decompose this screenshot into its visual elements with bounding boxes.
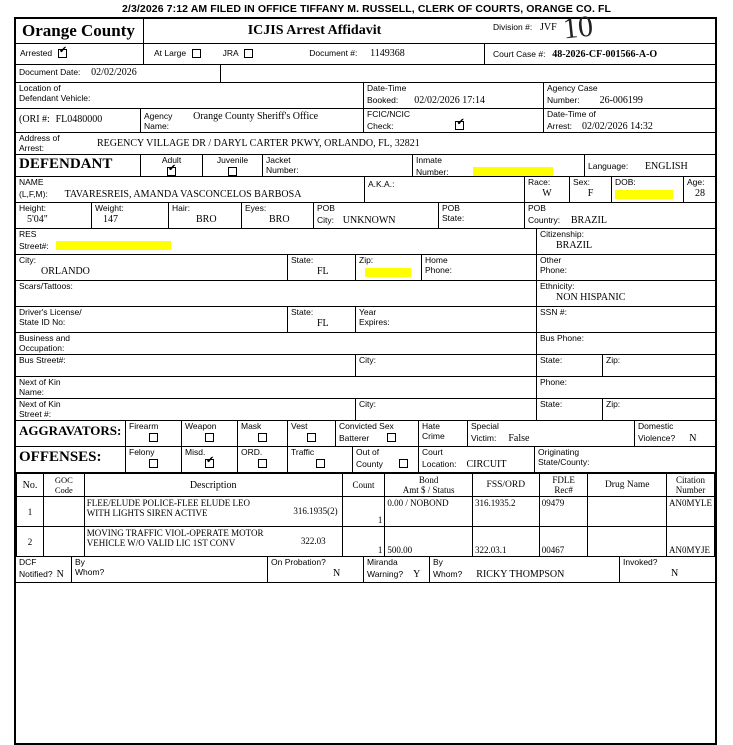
hair-label: Hair: [172,203,190,213]
row2-description-line2: VEHICLE W/O VALID LIC 1ST CONV [86,538,236,548]
business-label: Business and [19,333,71,343]
out-of-county-label: Out of [356,447,380,457]
col-citation-2: Number [675,485,706,495]
weight-label: Weight: [95,203,124,213]
nok-zip-label: Zip: [606,399,621,409]
drivers-license-row [16,307,715,333]
pob-country-value: BRAZIL [570,214,607,226]
col-description: Description [84,474,342,497]
col-drug-name: Drug Name [588,474,667,497]
nok-name-label: Next of Kin [19,377,61,387]
pob-city-label2: City: [317,214,334,225]
col-fss-ord: FSS/ORD [472,474,539,497]
special-victim-label: Special [471,421,499,431]
agency-name-value: Orange County Sheriff's Office [193,111,319,122]
pob-state-label2: State: [442,212,465,223]
at-large-label: At Large [154,48,187,58]
nok-street-label: Next of Kin [19,399,61,409]
other-phone-label2: Phone: [540,264,567,275]
col-citation: Citation [676,475,705,485]
city-value: ORLANDO [41,265,90,277]
age-value: 28 [695,187,705,199]
row1-fdle: 09479 [539,497,588,527]
invoked-label: Invoked? [623,557,658,567]
row2-description-line1: MOVING TRAFFIC VIOL-OPERATE MOTOR [86,528,264,538]
dl-state-label: State: [291,307,314,317]
inmate-number-label: Inmate [416,155,442,165]
aggravator-weapon-label: Weapon [185,421,217,431]
address-arrest-label2: Arrest: [19,142,45,153]
table-row [17,497,715,527]
vehicle-booked-row [16,83,715,109]
narrative-area-row [16,583,715,743]
domestic-violence-value: N [689,432,697,444]
aggravator-firearm-checkbox[interactable] [149,433,158,442]
row1-bond: 0.00 / NOBOND [385,497,473,527]
res-street-label: RES [19,229,37,239]
business-zip-label: Zip: [606,355,621,365]
out-of-county-checkbox[interactable] [399,459,408,468]
res-street-redaction [56,241,171,250]
col-count: Count [342,474,385,497]
aggravator-mask-label: Mask [241,421,262,431]
row2-fdle: 00467 [539,527,588,557]
agency-name-label2: Name: [144,121,170,131]
row2-citation: AN0MYJE [667,527,715,557]
defendant-heading-row [16,155,715,177]
residence-row [16,229,715,255]
dcf-value: N [56,568,64,580]
state-label: State: [291,255,314,265]
other-phone-label: Other [540,255,562,265]
handwritten-mark: 10 [561,9,595,46]
ethnicity-label: Ethnicity: [540,281,575,291]
ssn-label: SSN #: [540,307,567,317]
fcic-checkbox[interactable] [455,121,464,130]
arrest-datetime-label2: Arrest: [547,120,573,131]
defendant-name-row [16,177,715,203]
document-date-row [16,65,715,83]
misd-checkbox[interactable] [205,459,214,468]
row2-count: 1 [342,527,385,557]
filing-stamp-banner: 2/3/2026 7:12 AM FILED IN OFFICE TIFFANY M. RUSSELL, CLERK OF COURTS, ORANGE CO. FL [121,3,612,15]
out-of-county-label2: County [356,458,383,469]
row1-description-line1: FLEE/ELUDE POLICE-FLEE ELUDE LEO [86,498,250,508]
at-large-checkbox[interactable] [192,49,201,58]
aggravators-row [16,421,715,447]
col-fdle-2: Rec# [554,485,573,495]
location-vehicle-label: Location of [19,83,61,93]
offenses-header-row [16,447,715,473]
row2-goc [43,527,84,557]
aggravator-vest-label: Vest [291,421,308,431]
business-label2: Occupation: [19,342,65,353]
row1-citation: AN0MYLE [667,497,715,527]
home-phone-label: Home [425,255,448,265]
address-arrest-value: REGENCY VILLAGE DR / DARYL CARTER PKWY, ORLANDO, FL, 32821 [97,138,420,149]
year-expires-label2: Expires: [359,316,390,327]
division-block [485,9,715,46]
next-of-kin-address-row [16,399,715,421]
row2-drug [588,527,667,557]
race-value: W [542,187,552,199]
document-number-value: 1149368 [370,48,405,59]
age-label: Age: [687,177,705,187]
ori-label: (ORI #: [19,114,50,125]
ord-label: ORD. [241,447,263,457]
miranda-label: Miranda [367,557,398,567]
height-label: Height: [19,203,46,213]
aggravator-vest-checkbox[interactable] [307,433,316,442]
nok-street-label2: Street #: [19,408,52,419]
jra-label: JRA [222,48,239,58]
special-victim-label2: Victim: [471,432,497,443]
court-case-value: 48-2026-CF-001566-A-O [552,49,658,60]
agency-case-value: 26-006199 [599,94,643,106]
offenses-table [16,473,715,557]
city-label: City: [19,255,36,265]
on-probation-label: On Probation? [271,557,326,567]
business-state-label: State: [540,355,563,365]
court-location-value: CIRCUIT [466,458,507,470]
offenses-heading: OFFENSES: [19,449,102,465]
row1-description-line2: WITH LIGHTS SIREN ACTIVE [86,508,208,518]
citizenship-label: Citizenship: [540,229,584,239]
agency-case-label: Agency Case [547,83,598,93]
name-value: TAVARESREIS, AMANDA VASCONCELOS BARBOSA [64,188,302,200]
aggravators-heading: AGGRAVATORS: [19,423,122,438]
traffic-checkbox[interactable] [316,459,325,468]
row1-goc [43,497,84,527]
domestic-violence-label: Domestic [638,421,674,431]
business-row [16,333,715,355]
language-value: ENGLISH [644,161,688,172]
scars-ethnicity-row [16,281,715,307]
inmate-number-label2: Number: [416,166,449,177]
business-street-label: Bus Street#: [19,355,66,365]
name-label2: (L,F,M): [19,188,48,199]
col-bond: Bond [418,475,439,485]
dob-label: DOB: [615,177,636,187]
footer-row [16,557,715,583]
form-title: ICJIS Arrest Affidavit [247,23,382,38]
adult-checkbox[interactable] [167,167,176,176]
miranda-label2: Warning? [367,568,404,579]
aka-label: A.K.A.: [368,179,395,189]
hate-crime-label2: Crime [422,430,445,441]
state-value: FL [317,265,329,277]
agency-name-label: Agency [144,111,173,121]
division-label: Division #: [493,22,533,32]
citizenship-value: BRAZIL [556,239,593,251]
by-whom2-label: By [433,557,443,567]
sex-value: F [587,187,594,199]
row2-statute: 322.03 [300,536,326,546]
dl-label2: State ID No: [19,316,66,327]
fcic-label2: Check: [367,120,394,131]
aggravator-convicted-sex-label2: Batterer [339,432,370,443]
col-goc: GOC [54,475,73,485]
datetime-booked-label2: Booked: [367,94,399,105]
row2-fss: 322.03.1 [472,527,539,557]
pob-country-label: POB [528,203,546,213]
physical-desc-row [16,203,715,229]
row1-drug [588,497,667,527]
nok-state-label: State: [540,399,563,409]
dl-state-value: FL [317,317,329,329]
business-city-label: City: [359,355,376,365]
nok-phone-label: Phone: [540,377,567,387]
juvenile-label: Juvenile [216,155,249,165]
document-number-label: Document #: [309,48,358,58]
by-whom2-label2: Whom? [433,568,463,579]
hate-crime-label: Hate [422,421,440,431]
document-date-value: 02/02/2026 [91,67,137,78]
misd-label: Misd. [185,447,206,457]
defendant-heading: DEFENDANT [19,156,113,172]
county-name: Orange County [16,19,144,43]
pob-city-value: UNKNOWN [342,214,396,226]
on-probation-value: N [333,567,341,579]
domestic-violence-label2: Violence? [638,432,676,443]
felony-checkbox[interactable] [149,459,158,468]
narrative-blank-area [16,583,715,743]
aggravator-convicted-sex-label: Convicted Sex [339,421,394,431]
scars-tattoos-label: Scars/Tattoos: [19,281,73,291]
court-location-label: Court [422,447,443,457]
business-phone-label: Bus Phone: [540,333,584,343]
inmate-number-redaction [473,167,553,176]
pob-city-label: POB [317,203,335,213]
division-value: JVF [539,22,557,33]
adult-label: Adult [161,155,182,165]
court-location-label2: Location: [422,458,457,469]
juvenile-checkbox[interactable] [228,167,237,176]
arrested-label: Arrested [20,48,53,58]
row1-fss: 316.1935.2 [472,497,539,527]
miranda-value: Y [413,568,421,580]
ord-checkbox[interactable] [258,459,267,468]
row1-statute: 316.1935(2) [293,506,338,516]
originating-label2: State/County: [538,456,590,467]
aggravator-convicted-sex-checkbox[interactable] [387,433,396,442]
zip-label: Zip: [359,255,374,265]
aggravator-mask-checkbox[interactable] [258,433,267,442]
address-arrest-label: Address of [19,133,60,143]
fcic-label: FCIC/NCIC [367,109,410,119]
location-vehicle-label2: Defendant Vehicle: [19,92,91,103]
row2-bond: 500.00 [385,527,473,557]
jacket-number-label2: Number: [266,164,299,175]
weight-value: 147 [103,213,118,225]
pob-country-label2: Country: [528,214,561,225]
zip-redaction [365,268,411,277]
eyes-label: Eyes: [245,203,267,213]
traffic-label: Traffic [291,447,315,457]
dcf-label: DCF [19,557,37,567]
arrest-status-row [16,44,715,65]
name-label: NAME [19,177,44,187]
race-label: Race: [528,177,551,187]
agency-case-label2: Number: [547,94,580,105]
ethnicity-value: NON HISPANIC [556,291,626,303]
row1-no: 1 [17,497,44,527]
felony-label: Felony [129,447,155,457]
sex-label: Sex: [573,177,591,187]
arrest-datetime-value: 02/02/2026 14:32 [582,120,653,132]
offenses-table-header [17,474,715,497]
year-expires-label: Year [359,307,377,317]
col-goc-2: Code [54,485,73,495]
next-of-kin-name-row [16,377,715,399]
business-address-row [16,355,715,377]
pob-state-label: POB [442,203,460,213]
nok-city-label: City: [359,399,376,409]
eyes-value: BRO [269,213,290,225]
datetime-booked-label: Date-Time [367,83,407,93]
arrest-datetime-label: Date-Time of [547,109,596,119]
col-no: No. [17,474,44,497]
aggravator-weapon-checkbox[interactable] [205,433,214,442]
court-case-label: Court Case #: [493,49,546,59]
dcf-label2: Notified? [19,568,53,579]
by-whom2-value: RICKY THOMPSON [476,568,565,580]
jacket-number-label: Jacket [266,155,291,165]
arrested-checkbox[interactable] [58,49,67,58]
col-fdle: FDLE [552,475,575,485]
home-phone-label2: Phone: [425,264,452,275]
hair-value: BRO [196,213,217,225]
special-victim-value: False [508,432,530,444]
dob-redaction [615,190,673,199]
row1-count: 1 [342,497,385,527]
height-value: 5'04" [27,213,48,225]
ori-row [16,109,715,133]
residence-city-row [16,255,715,281]
row2-no: 2 [17,527,44,557]
aggravator-firearm-label: Firearm [129,421,159,431]
jra-checkbox[interactable] [244,49,253,58]
datetime-booked-value: 02/02/2026 17:14 [414,94,486,106]
ori-value: FL0480000 [55,114,103,125]
dl-label: Driver's License/ [19,307,82,317]
document-date-label: Document Date: [19,67,81,77]
by-whom-label: By [75,557,85,567]
address-of-arrest-row [16,133,715,155]
res-street-label2: Street#: [19,240,49,251]
col-bond-2: Amt $ / Status [402,485,455,495]
nok-name-label2: Name: [19,386,45,397]
language-label: Language: [588,161,629,171]
by-whom-label2: Whom? [75,566,105,577]
table-row [17,527,715,557]
originating-label: Originating [538,447,580,457]
invoked-value: N [671,567,679,579]
